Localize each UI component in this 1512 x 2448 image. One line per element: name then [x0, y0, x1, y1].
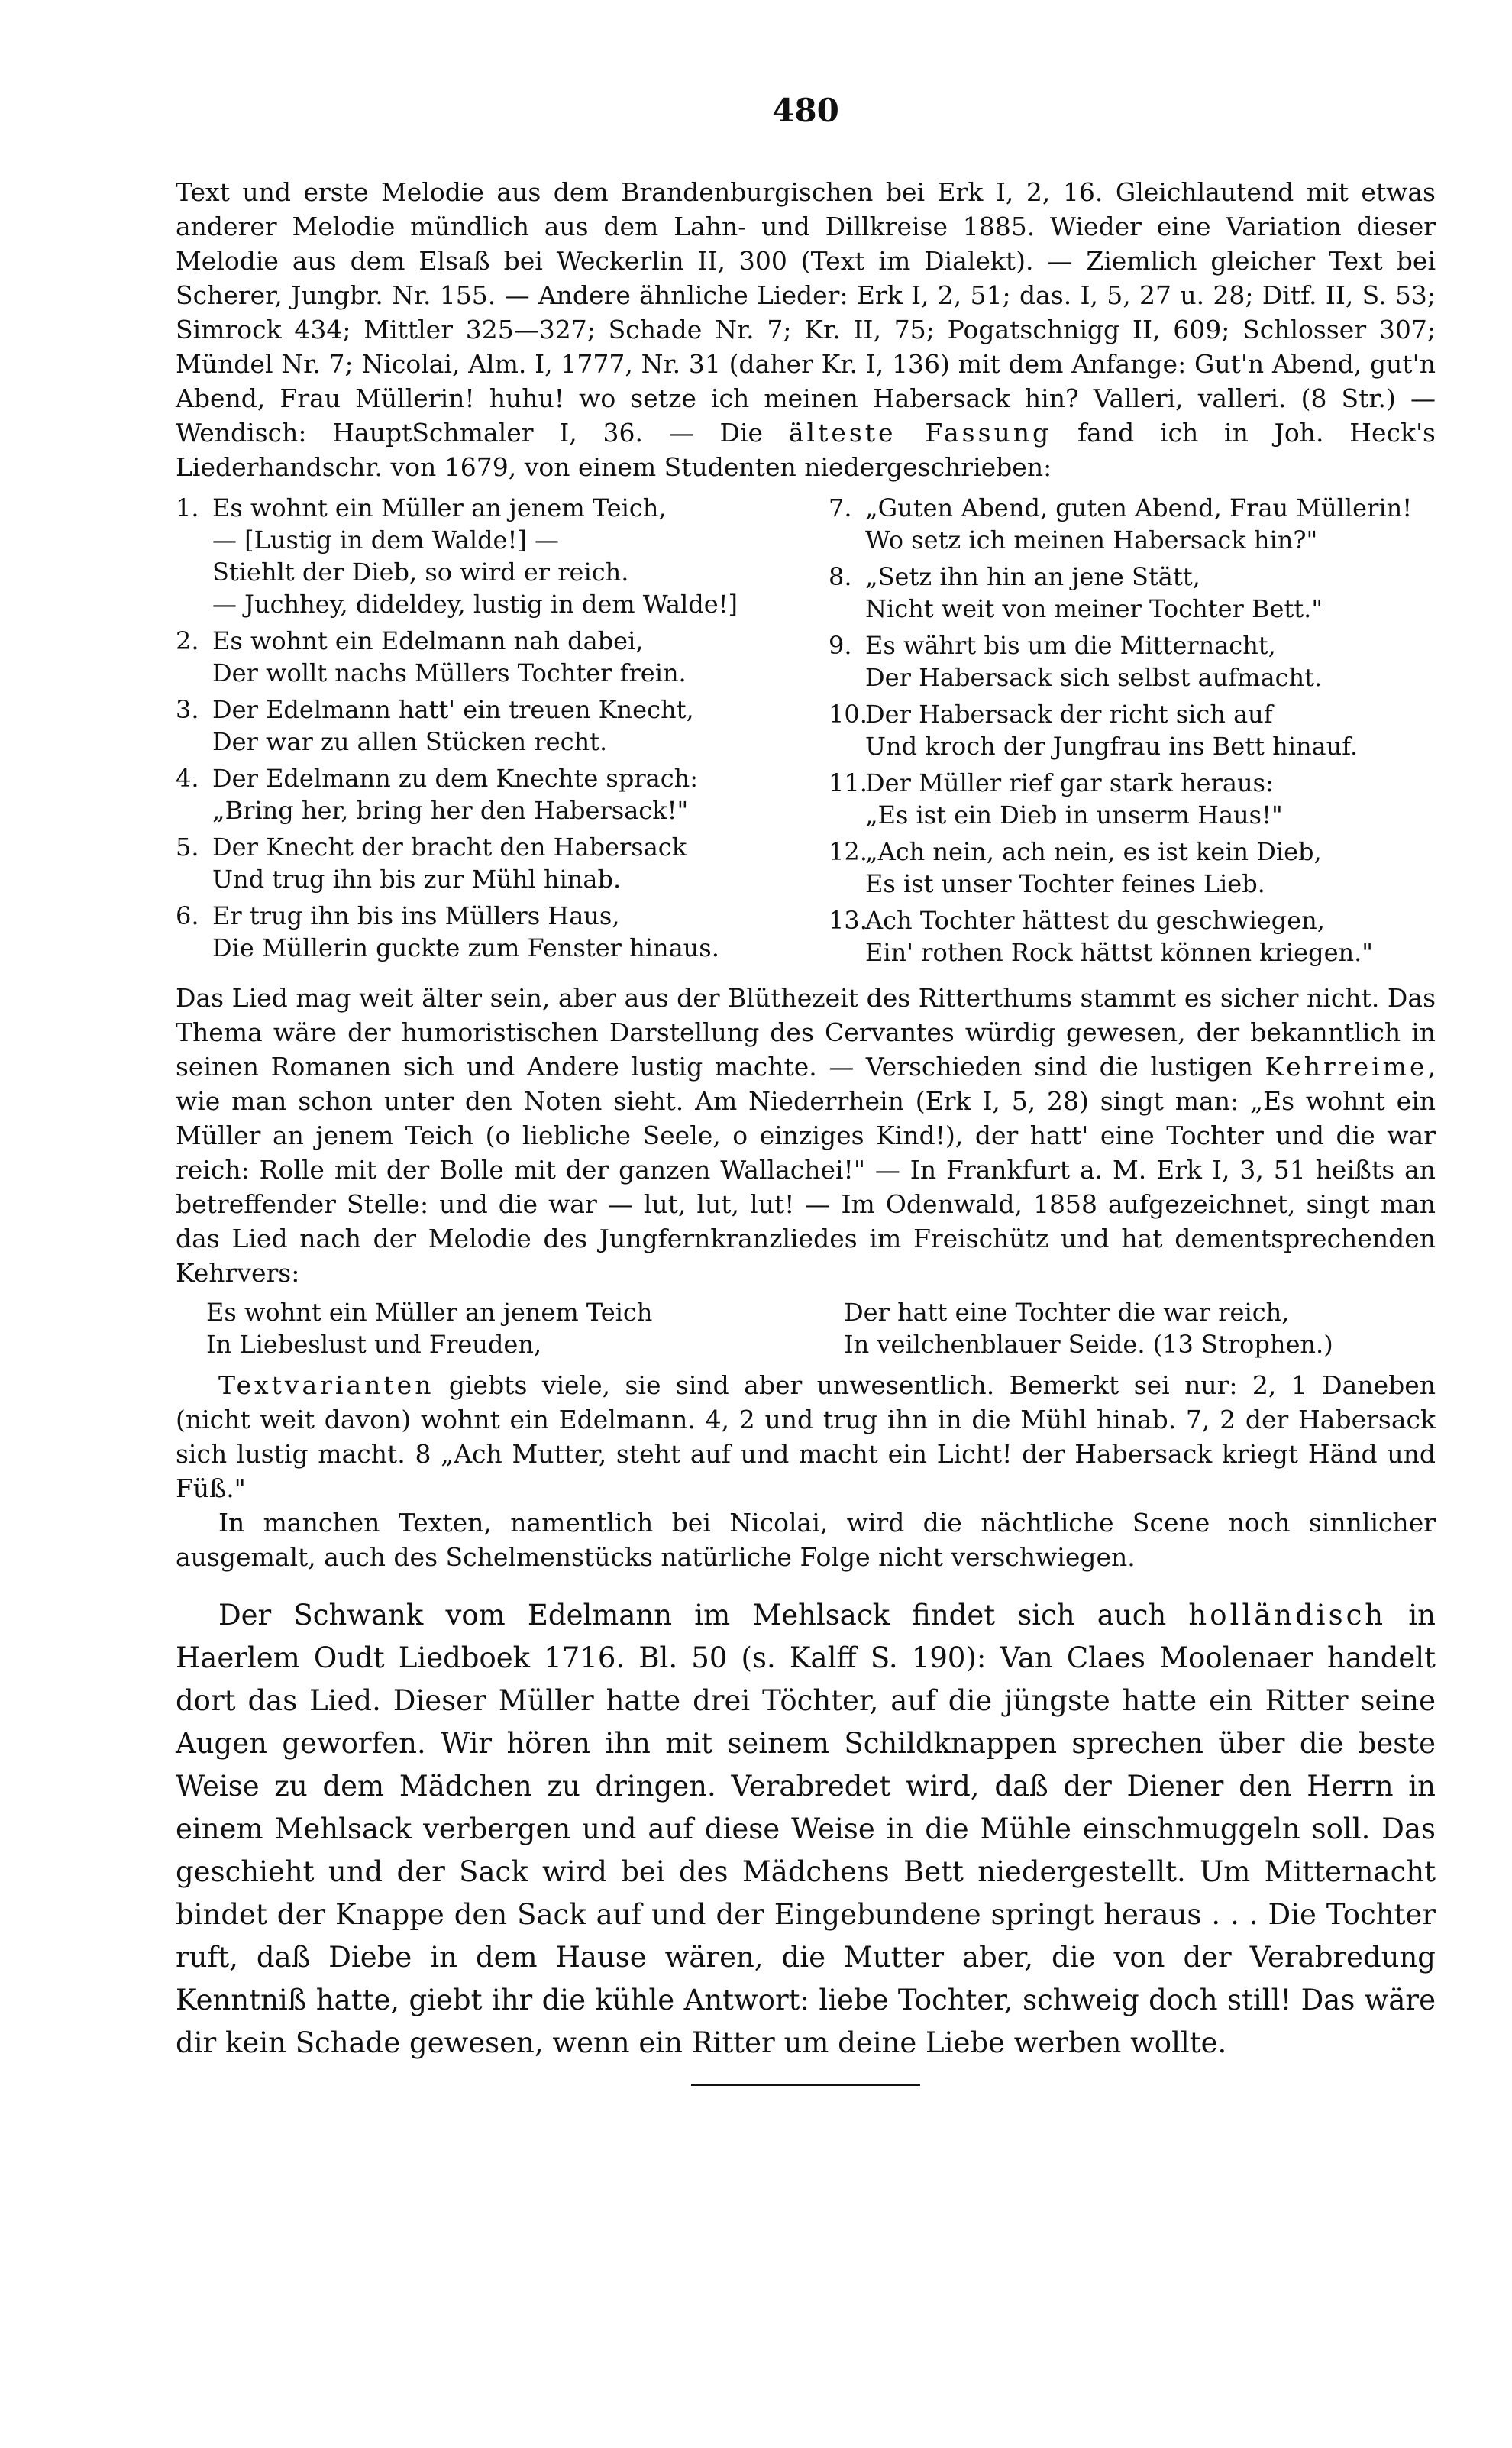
stanza-number: 11.: [829, 768, 867, 797]
stanza: [176, 694, 783, 758]
dutch-text-b: in Haerlem Oudt Liedboek 1716. Bl. 50 (s. Kalff S. 190): Van Claes Moolenaer handelt dort das Lied. Dieser Müller hatte drei Töchter, auf die jüngste hatte ein Ritter seine Augen geworfen. Wir hören ihn mit seinem Schildknappen sprechen über die beste Weise zu dem Mädchen zu dringen. Verabredet wird, daß der Diener den Herrn in einem Mehlsack verbergen und auf diese Weise in die Mühle einschmuggeln soll. Das geschieht und der Sack wird bei des Mädchens Bett niedergestellt. Um Mitternacht bindet der Knappe den Sack auf und der Eingebundene springt heraus . . . Die Tochter ruft, daß Diebe in dem Hause wären, die Mutter aber, die von der Verabredung Kenntniß hatte, giebt ihr die kühle Antwort: liebe Tochter, schweig doch still! Das wäre dir kein Schade gewesen, wenn ein Ritter um deine Liebe werben wollte.: [176, 1599, 1436, 2059]
verse-line: Es ist unser Tochter feines Lieb.: [865, 869, 1265, 898]
stanza-lines: [865, 904, 1373, 969]
stanza-number: 7.: [829, 493, 852, 522]
stanza-lines: [212, 831, 687, 895]
commentary-text-b: , wie man schon unter den Noten sieht. Am Niederrhein (Erk I, 5, 28) singt man: „Es wohnt ein Müller an jenem Teich (o liebliche Seele, o einziges Kind!), der hatt' eine Tochter und die war reich: Rolle mit der Bolle mit der ganzen Wallachei!" — In Frankfurt a. M. Erk I, 3, 51 heißts an betreffender Stelle: und die war — lut, lut, lut! — Im Odenwald, 1858 aufgezeichnet, singt man das Lied nach der Melodie des Jungfernkranzliedes im Freischütz und hat dementsprechenden Kehrvers:: [176, 1052, 1436, 1288]
stanza-number: 13.: [829, 906, 867, 935]
verse-line: Wo setz ich meinen Habersack hin?": [865, 525, 1318, 555]
verse-line: Und trug ihn bis zur Mühl hinab.: [212, 865, 622, 894]
verse-line: „Setz ihn hin an jene Stätt,: [865, 562, 1200, 591]
stanza-lines: [212, 492, 738, 620]
verse-line: Ach Tochter hättest du geschwiegen,: [865, 906, 1325, 935]
verse-line: Der Müller rief gar stark heraus:: [865, 768, 1274, 797]
stanza-number: 6.: [176, 901, 199, 930]
stanza-number: 8.: [829, 562, 852, 591]
stanza-lines: [865, 492, 1412, 556]
stanza: [176, 762, 783, 826]
verse-line: Der war zu allen Stücken recht.: [212, 727, 608, 756]
verse-line: Der Knecht der bracht den Habersack: [212, 833, 687, 862]
verse-line: „Es ist ein Dieb in unserm Haus!": [865, 800, 1283, 829]
stanza: [829, 767, 1436, 831]
stanza-lines: [865, 836, 1322, 900]
verses-left-column: [176, 492, 783, 973]
stanza: [829, 698, 1436, 762]
verse-line: Der Edelmann zu dem Knechte sprach:: [212, 764, 699, 793]
stanza-lines: [865, 629, 1322, 694]
stanza-number: 9.: [829, 631, 852, 660]
stanza-lines: [865, 767, 1283, 831]
verse-line: Der Edelmann hatt' ein treuen Knecht,: [212, 695, 694, 724]
intro-emphasis: älteste Fassung: [788, 418, 1052, 448]
stanza: [176, 831, 783, 895]
stanza: [176, 492, 783, 620]
verse-line: „Bring her, bring her den Habersack!": [212, 796, 689, 825]
verse-line: Ein' rothen Rock hättst können kriegen.": [865, 938, 1373, 967]
page-number: 480: [772, 92, 839, 129]
refrain-line: Es wohnt ein Müller an jenem Teich: [206, 1298, 653, 1327]
stanza: [829, 836, 1436, 900]
refrain-line: Der hatt eine Tochter die war reich,: [844, 1298, 1290, 1327]
intro-tail: fand ich in Joh. Heck's Liederhandschr. von 1679, von einem Studenten niedergeschrieben:: [176, 418, 1436, 482]
refrain-line: In Liebeslust und Freuden,: [206, 1330, 542, 1359]
stanza-number: 1.: [176, 493, 199, 522]
stanza: [829, 629, 1436, 694]
commentary-paragraph: [176, 981, 1436, 1290]
refrain-line: In veilchenblauer Seide. (13 Strophen.): [844, 1330, 1333, 1359]
variants-paragraph: [176, 1368, 1436, 1505]
stanza: [829, 492, 1436, 556]
verse-line: Der Habersack der richt sich auf: [865, 700, 1273, 729]
intro-paragraph: [176, 175, 1436, 484]
verse-line: — [Lustig in dem Walde!] —: [212, 525, 559, 555]
refrain-left: [206, 1296, 798, 1360]
variants-emphasis: Textvarianten: [218, 1370, 435, 1400]
stanza-lines: [865, 698, 1358, 762]
intro-text: Text und erste Melodie aus dem Brandenburgischen bei Erk I, 2, 16. Gleichlautend mit etwas anderer Melodie mündlich aus dem Lahn- und Dillkreise 1885. Wieder eine Variation dieser Melodie aus dem Elsaß bei Weckerlin II, 300 (Text im Dialekt). — Ziemlich gleicher Text bei Scherer, Jungbr. Nr. 155. — Andere ähnliche Lieder: Erk I, 2, 51; das. I, 5, 27 u. 28; Ditf. II, S. 53; Simrock 434; Mittler 325—327; Schade Nr. 7; Kr. II, 75; Pogatschnigg II, 609; Schlosser 307; Mündel Nr. 7; Nicolai, Alm. I, 1777, Nr. 31 (daher Kr. I, 136) mit dem Anfange: Gut'n Abend, gut'n Abend, Frau Müllerin! huhu! wo setze ich meinen Habersack hin? Valleri, valleri. (8 Str.) — Wendisch: HauptSchmaler I, 36. — Die: [176, 177, 1436, 448]
dutch-emphasis: holländisch: [1188, 1599, 1387, 1631]
verse-line: Der wollt nachs Müllers Tochter frein.: [212, 658, 687, 687]
stanza: [829, 561, 1436, 625]
verses-right-column: [829, 492, 1436, 973]
verse-line: Und kroch der Jungfrau ins Bett hinauf.: [865, 732, 1359, 761]
commentary-text-a: Das Lied mag weit älter sein, aber aus der Blüthezeit des Ritterthums stammt es sicher nicht. Das Thema wäre der humoristischen Darstellung des Cervantes würdig gewesen, der bekanntlich in seinen Romanen sich und Andere lustig machte. — Verschieden sind die lustigen: [176, 983, 1436, 1082]
stanza-number: 10.: [829, 700, 867, 729]
verse-line: „Guten Abend, guten Abend, Frau Müllerin!: [865, 493, 1413, 522]
verse-line: Es währt bis um die Mitternacht,: [865, 631, 1276, 660]
stanza-lines: [212, 694, 694, 758]
verse-line: Er trug ihn bis ins Müllers Haus,: [212, 901, 620, 930]
stanza-lines: [212, 762, 698, 826]
refrain-example: [206, 1296, 1436, 1360]
stanza-number: 2.: [176, 626, 199, 655]
dutch-paragraph: [176, 1594, 1436, 2065]
dutch-text-a: Der Schwank vom Edelmann im Mehlsack findet sich auch: [218, 1599, 1167, 1631]
verse-line: Nicht weit von meiner Tochter Bett.": [865, 594, 1323, 623]
song-verses: [176, 492, 1436, 973]
verse-line: Der Habersack sich selbst aufmacht.: [865, 663, 1323, 692]
refrain-right: [844, 1296, 1436, 1360]
stanza-number: 3.: [176, 695, 199, 724]
stanza-number: 12.: [829, 837, 867, 866]
stanza: [176, 900, 783, 964]
verse-line: — Juchhey, dideldey, lustig in dem Walde!]: [212, 590, 738, 619]
stanza-number: 5.: [176, 833, 199, 862]
closing-rule: [691, 2084, 920, 2086]
stanza-lines: [212, 625, 687, 689]
verse-line: Stiehlt der Dieb, so wird er reich.: [212, 558, 629, 587]
variants-text: giebts viele, sie sind aber unwesentlich. Bemerkt sei nur: 2, 1 Daneben (nicht weit davon) wohnt ein Edelmann. 4, 2 und trug ihn in die Mühl hinab. 7, 2 der Habersack sich lustig macht. 8 „Ach Mutter, steht auf und macht ein Licht! der Habersack kriegt Händ und Füß.": [176, 1370, 1436, 1503]
verse-line: Es wohnt ein Müller an jenem Teich,: [212, 493, 667, 522]
verse-line: „Ach nein, ach nein, es ist kein Dieb,: [865, 837, 1322, 866]
stanza: [829, 904, 1436, 969]
stanza-number: 4.: [176, 764, 199, 793]
verse-line: Es wohnt ein Edelmann nah dabei,: [212, 626, 644, 655]
nicolai-paragraph: In manchen Texten, namentlich bei Nicolai, wird die nächtliche Scene noch sinnlicher ausgemalt, auch des Schelmenstücks natürliche Folge nicht verschwiegen.: [176, 1508, 1436, 1572]
commentary-emphasis: Kehrreime: [1265, 1052, 1428, 1082]
verse-line: Die Müllerin guckte zum Fenster hinaus.: [212, 933, 719, 962]
stanza-lines: [212, 900, 719, 964]
stanza-lines: [865, 561, 1323, 625]
stanza: [176, 625, 783, 689]
